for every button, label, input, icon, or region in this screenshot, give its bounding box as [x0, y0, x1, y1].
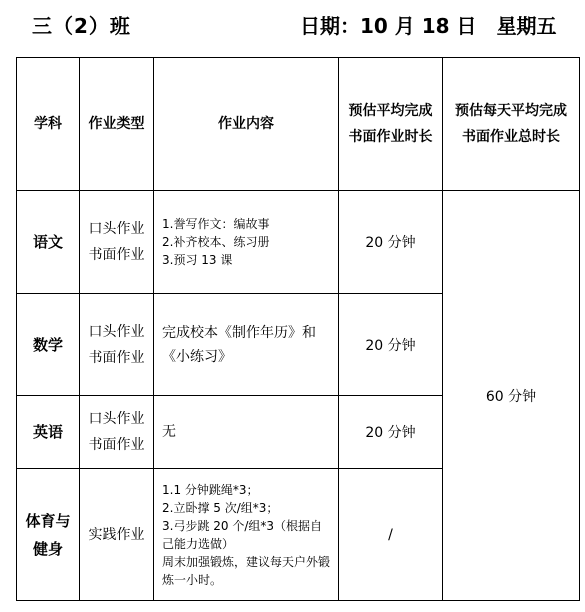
table-row [17, 191, 580, 294]
type-cell: 实践作业 [80, 469, 154, 601]
avg-time-cell: 20 分钟 [339, 294, 443, 396]
daily-total-cell: 60 分钟 [443, 191, 580, 601]
avg-time-cell: 20 分钟 [339, 191, 443, 294]
content-cell: 1.誊写作文：编故事 2.补齐校本、练习册 3.预习 13 课 [154, 191, 339, 294]
page-header [0, 0, 585, 52]
content-cell: 无 [154, 396, 339, 469]
date-line [300, 10, 557, 39]
header-subject: 学科 [17, 58, 80, 191]
header-type: 作业类型 [80, 58, 154, 191]
date-label: 日期： [300, 14, 360, 38]
type-cell: 口头作业 书面作业 [80, 294, 154, 396]
table-header-row [17, 58, 580, 191]
date-day: 18 日 [421, 14, 477, 38]
avg-time-cell: 20 分钟 [339, 396, 443, 469]
weekday: 星期五 [496, 14, 557, 38]
header-daily-total: 预估每天平均完成书面作业总时长 [443, 58, 580, 191]
date-month: 10 月 [360, 14, 415, 38]
class-name: 三（2）班 [32, 14, 131, 38]
subject-cell: 英语 [17, 396, 80, 469]
type-cell: 口头作业 书面作业 [80, 191, 154, 294]
content-cell: 1.1 分钟跳绳*3； 2.立卧撑 5 次/组*3； 3.弓步跳 20 个/组*3（根据自己能力选做） 周末加强锻炼，建议每天户外锻炼一小时。 [154, 469, 339, 601]
header-avg-time: 预估平均完成书面作业时长 [339, 58, 443, 191]
subject-cell: 数学 [17, 294, 80, 396]
type-cell: 口头作业 书面作业 [80, 396, 154, 469]
header-content: 作业内容 [154, 58, 339, 191]
avg-time-cell: / [339, 469, 443, 601]
homework-table [16, 57, 580, 601]
content-cell: 完成校本《制作年历》和《小练习》 [154, 294, 339, 396]
subject-cell: 体育与 健身 [17, 469, 80, 601]
subject-cell: 语文 [17, 191, 80, 294]
